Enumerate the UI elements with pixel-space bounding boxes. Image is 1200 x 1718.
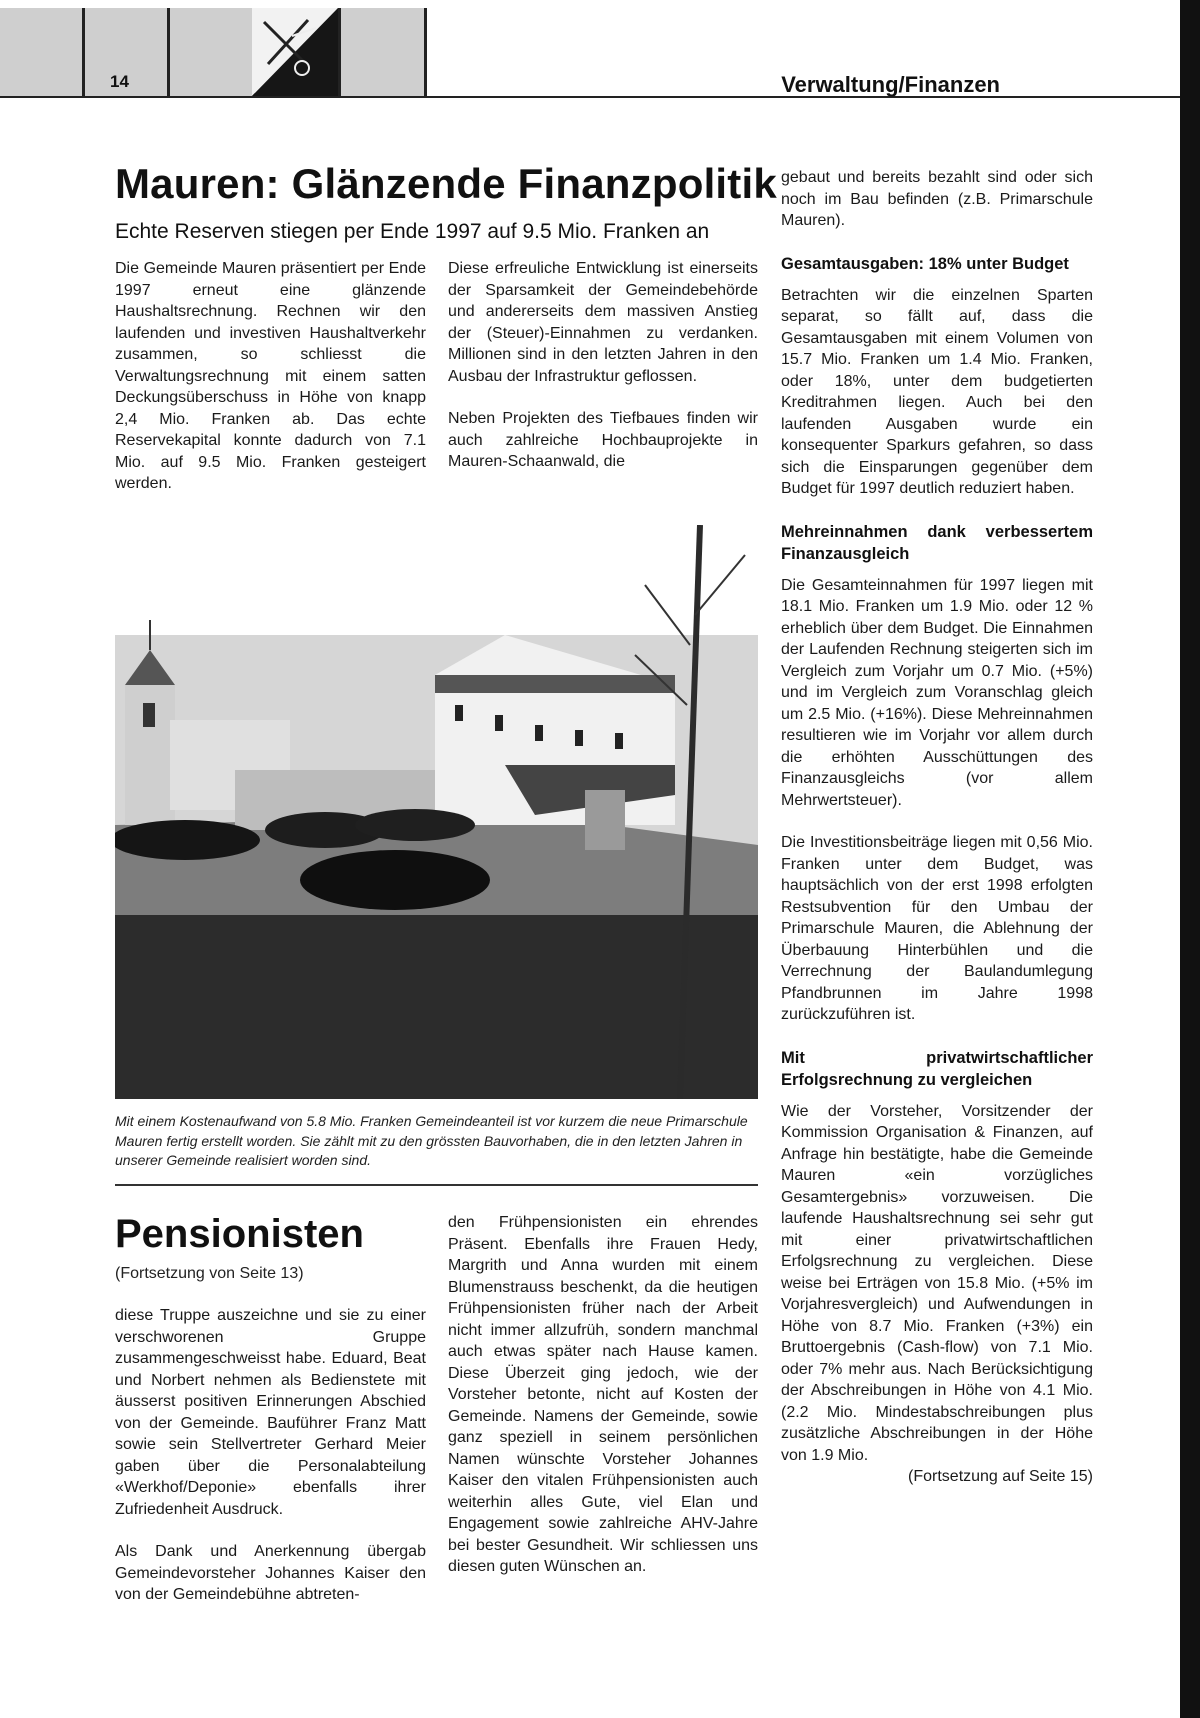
paragraph: Wie der Vorsteher, Vorsitzender der Kommission Organisation & Finanzen, auf Anfrage hin bestätigte, habe die Gemeinde Mauren «ein vorzügliches Gesamtergebnis» vorzuweisen. Die laufende Haushaltsrechnung sei sehr gut mit einer privatwirtschaftlichen Erfolgsrechnung zu vergleichen. Diese weise bei Erträgen von 15.8 Mio. (+5% im Vorjahresvergleich) und Aufwendungen in Höhe von 8.7 Mio. Franken (+3%) ein Bruttoergebnis (Cash-flow) von 7.1 Mio. oder 7% mehr aus. Nach Berücksichtigung der Abschreibungen in Höhe von 4.1 Mio. (2.2 Mio. Mindestabschreibungen plus zusätzliche Abschreibungen in der Höhe von 1.9 Mio. xyxy=(781,1102,1093,1464)
article-column-3 xyxy=(781,167,1093,1488)
header-divider xyxy=(82,8,85,96)
pensionisten-column-2 xyxy=(448,1212,758,1599)
section-title: Verwaltung/Finanzen xyxy=(781,72,1000,97)
article-subtitle: Echte Reserven stiegen per Ende 1997 auf 9.5 Mio. Franken an xyxy=(115,220,710,243)
paragraph: Als Dank und Anerkennung übergab Gemeindevorsteher Johannes Kaiser den von der Gemeindebühne abtreten- xyxy=(115,1543,426,1603)
paragraph: gebaut und bereits bezahlt sind oder sich noch im Bau befinden (z.B. Primarschule Mauren). xyxy=(781,169,1093,229)
paragraph: Betrachten wir die einzelnen Sparten separat, so fällt auf, dass die Gesamtausgaben mit einem Volumen von 15.7 Mio. Franken um 1.4 Mio. Franken, oder 18%, unter dem budgetierten Kreditrahmen liegen. Auch bei den laufenden Ausgaben wurde ein konsequenter Sparkurs gefahren, so dass sich die Einsparungen gegenüber dem Budget für 1997 deutlich reduziert haben. xyxy=(781,286,1093,497)
header-divider xyxy=(424,8,427,96)
paragraph: den Frühpensionisten ein ehrendes Präsent. Ebenfalls ihre Frauen Hedy, Margrith und Anna wurden mit einem Blumenstrauss beschenkt, da die heutigen Frühpensionisten früher nach der Arbeit nicht immer allzufrüh, sondern manchmal auch etwas später nach Hause kamen. Diese Überzeit ging jedoch, wie der Vorsteher betonte, nicht auf Kosten der Gemeinde. Namens der Gemeinde, sowie ganz speziell in seinem persönlichen Namen wünschte Vorsteher Johannes Kaiser den vitalen Frühpensionisten auch weiterhin alles Gute, viel Elan und Engagement sowie zahlreiche AHV-Jahre bei bester Gesundheit. Wir schliessen uns diesen guten Wünschen an. xyxy=(448,1214,758,1575)
paragraph: Die Investitionsbeiträge liegen mit 0,56 Mio. Franken unter dem Budget, was hauptsächlich von der erst 1998 erfolgten Restsubvention für den Umbau der Primarschule Mauren, die Ablehnung der Überbauung Hinterbühlen und die Verrechnung der Baulandumlegung Pfandbrunnen im Jahre 1998 zurückzuführen ist. xyxy=(781,834,1093,1023)
article-title: Mauren: Glänzende Finanzpolitik xyxy=(115,160,777,207)
paragraph: Neben Projekten des Tiefbaues finden wir auch zahlreiche Hochbauprojekte in Mauren-Schaanwald, die xyxy=(448,410,758,470)
page-header xyxy=(0,0,1180,98)
continued-note: (Fortsetzung auf Seite 15) xyxy=(908,1468,1093,1485)
header-rule xyxy=(0,96,1180,98)
pensionisten-column-1 xyxy=(115,1305,426,1627)
page-number: 14 xyxy=(110,72,129,91)
school-building-photo xyxy=(115,525,758,1099)
header-divider xyxy=(338,8,341,96)
caption-rule xyxy=(115,1184,758,1186)
pensionisten-subtitle: (Fortsetzung von Seite 13) xyxy=(115,1265,304,1282)
photo-caption: Mit einem Kostenaufwand von 5.8 Mio. Franken Gemeindeanteil ist vor kurzem die neue Primarschule Mauren fertig erstellt worden. Sie zählt mit zu den grössten Bauvorhaben, die in den letzten Jahren in unserer Gemeinde realisiert worden sind. xyxy=(115,1113,748,1168)
article-column-1 xyxy=(115,258,426,516)
header-shaded-block xyxy=(0,8,425,96)
paragraph: diese Truppe auszeichne und sie zu einer verschworenen Gruppe zusammengeschweisst habe. Eduard, Beat und Norbert nehmen als Bedienstete mit äusserst positiven Erinnerungen Abschied von der Gemeinde. Bauführer Franz Matt sowie sein Stellvertreter Gerhard Meier gaben über die Personalabteilung «Werkhof/Deponie» ebenfalls ihrer Zufriedenheit Ausdruck. xyxy=(115,1307,426,1518)
section-heading: Gesamtausgaben: 18% unter Budget xyxy=(781,254,1069,273)
municipal-crest-icon xyxy=(252,8,338,96)
paragraph: Die Gesamteinnahmen für 1997 liegen mit 18.1 Mio. Franken um 1.9 Mio. oder 12 % erheblich über dem Budget. Die Einnahmen der Laufenden Rechnung steigerten sich im Vergleich zum Vorjahr um 0.7 Mio. (+5%) und im Vergleich zum Voranschlag gleich um 2.5 Mio. (+16%). Diese Mehreinnahmen resultieren wie im Vorjahr vor allem durch die erhöhten Ausschüttungen des Finanzausgleichs (vor allem Mehrwertsteuer). xyxy=(781,576,1093,809)
scan-edge xyxy=(1180,0,1200,1718)
paragraph: Die Gemeinde Mauren präsentiert per Ende 1997 erneut eine glänzende Haushaltsrechnung. Rechnen wir den laufenden und investiven Haushaltverkehr zusammen, so schliesst die Verwaltungsrechnung mit einem satten Deckungsüberschuss in Höhe von knapp 2,4 Mio. Franken ab. Das echte Reservekapital konnte dadurch von 7.1 Mio. auf 9.5 Mio. Franken gesteigert werden. xyxy=(115,260,426,492)
article-column-2 xyxy=(448,258,758,494)
section-heading: Mehreinnahmen dank verbessertem Finanzausgleich xyxy=(781,522,1093,563)
section-heading: Mit privatwirtschaftlicher Erfolgsrechnung zu vergleichen xyxy=(781,1048,1093,1089)
header-divider xyxy=(167,8,170,96)
pensionisten-title: Pensionisten xyxy=(115,1212,364,1256)
paragraph: Diese erfreuliche Entwicklung ist einerseits der Sparsamkeit der Gemeindebehörde und andererseits dem massiven Anstieg der (Steuer)-Einnahmen zu verdanken. Millionen sind in den letzten Jahren in den Ausbau der Infrastruktur geflossen. xyxy=(448,260,758,385)
